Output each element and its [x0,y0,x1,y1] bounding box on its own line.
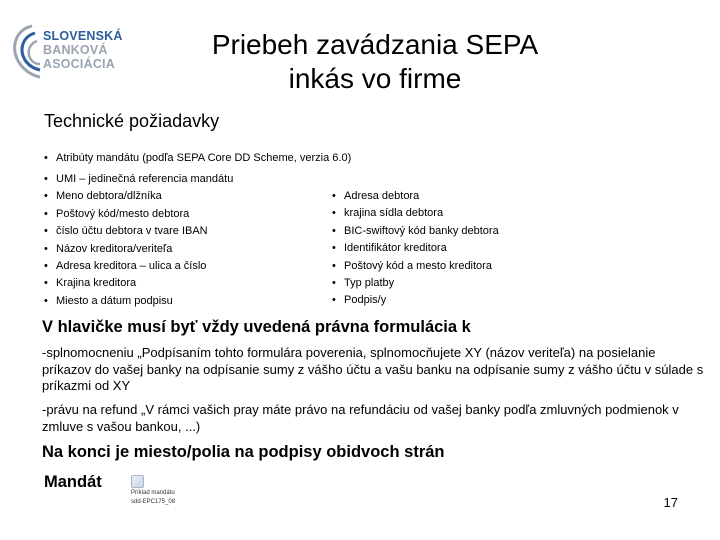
list-item: • Názov kreditora/veriteľa [44,241,233,258]
list-item: • BIC-swiftový kód banky debtora [332,223,499,240]
list-item: • Adresa debtora [332,188,499,205]
title-line-1: Priebeh zavádzania SEPA [211,29,539,60]
intro-bullet: • Atribúty mandátu (podľa SEPA Core DD Scheme, verzia 6.0) [44,150,351,167]
document-icon [131,475,144,488]
mandate-attachment[interactable] [131,475,187,505]
list-item: • Miesto a dátum podpisu [44,293,233,310]
list-item: • krajina sídla debtora [332,205,499,222]
attributes-left-list [44,171,233,310]
intro-list [44,150,351,167]
list-item: • UMI – jedinečná referencia mandátu [44,171,233,188]
logo-swirl-icon [10,24,42,82]
list-item: • Typ platby [332,275,499,292]
list-item: • Adresa kreditora – ulica a číslo [44,258,233,275]
header-requirement-heading: V hlavičke musí byť vždy uvedená právna formulácia k [42,318,471,336]
list-item: • Meno debtora/dlžníka [44,188,233,205]
attributes-right-list [332,188,499,310]
attachment-caption-1: Príklad mandátu [131,490,175,496]
logo-line-1: SLOVENSKÁ [43,29,123,43]
authorization-paragraph: -splnomocneniu „Podpísaním tohto formulára poverenia, splnomocňujete XY (názov veriteľa) na posielanie príkazov do vašej banky na odpísanie sumy z vášho účtu a vašu banku na odpísanie sumy z vášho účtu v súlade s príkazmi od XY [42,345,704,393]
page-number: 17 [663,495,678,510]
section-heading: Technické požiadavky [44,111,220,131]
attachment-caption-2: sdd-EPC175_08 [131,499,176,505]
title-line-2: inkás vo firme [288,63,462,94]
logo-line-3: ASOCIÁCIA [43,57,115,71]
list-item: • Krajina kreditora [44,275,233,292]
logo-line-2: BANKOVÁ [43,43,108,57]
list-item: • Identifikátor kreditora [332,240,499,257]
list-item: • Poštový kód a mesto kreditora [332,258,499,275]
mandate-label: Mandát [44,473,102,491]
signature-heading: Na konci je miesto/polia na podpisy obidvoch strán [42,443,445,461]
refund-paragraph: -právu na refund „V rámci vašich pray máte právo na refundáciu od vašej banky podľa zmluvných podmienok v zmluve s vašou bankou, ...) [42,402,679,434]
list-item: • Podpis/y [332,292,499,309]
page-title [140,28,610,96]
list-item: • Poštový kód/mesto debtora [44,206,233,223]
list-item: • číslo účtu debtora v tvare IBAN [44,223,233,240]
logo [10,24,130,82]
